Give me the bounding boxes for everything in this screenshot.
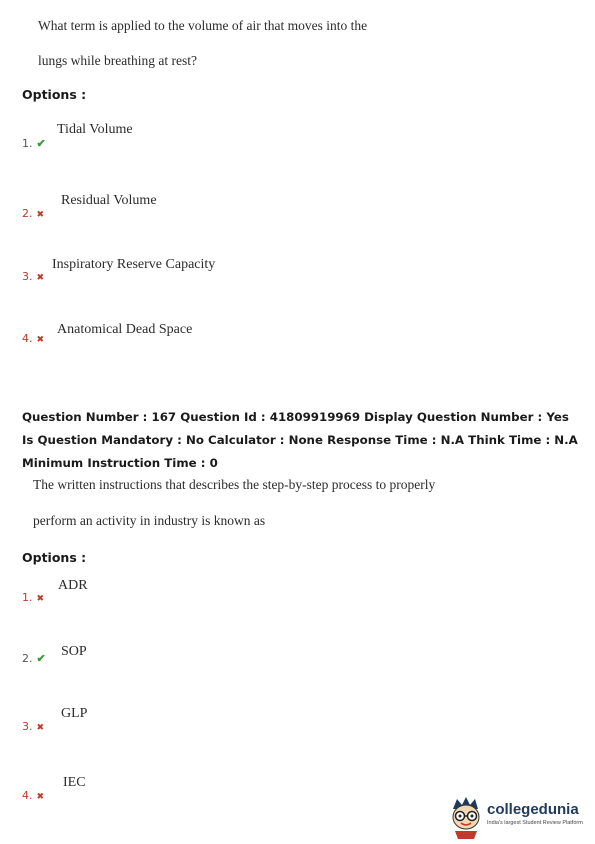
logo-wordmark: collegedunia (487, 801, 579, 818)
q1-text-line-2: lungs while breathing at rest? (38, 53, 197, 68)
q2-option-4-number: 4. (22, 789, 33, 802)
q1-option-1-text: Tidal Volume (57, 122, 133, 137)
q2-option-1-text: ADR (58, 578, 88, 593)
q2-option-4-marker (22, 786, 44, 804)
q2-option-4-text: IEC (63, 775, 86, 790)
cross-icon: ✖ (36, 209, 45, 219)
q1-option-2-number: 2. (22, 207, 33, 220)
q2-text-line-1: The written instructions that describes the step-by-step process to properly (33, 477, 436, 492)
cross-icon: ✖ (36, 791, 45, 801)
q1-option-4-number: 4. (22, 332, 33, 345)
check-icon: ✔ (36, 138, 46, 150)
q1-option-4-marker (22, 329, 44, 347)
q1-text-line-1: What term is applied to the volume of air that moves into the (38, 18, 368, 33)
q2-meta-info: Question Number : 167 Question Id : 41809919969 Display Question Number : Yes Is Question Mandatory : No Calculator : None Response Time : N.A Think Time : N.A Minimum Instruction Time : 0 (22, 410, 578, 470)
q2-option-2-marker (22, 649, 46, 667)
q1-option-3-number: 3. (22, 270, 33, 283)
q1-option-1-marker (22, 134, 46, 152)
q2-options-label: Options : (22, 550, 87, 565)
q1-option-2-marker (22, 204, 44, 222)
q2-option-1-marker (22, 588, 44, 606)
logo-tagline: India's largest Student Review Platform (487, 820, 583, 826)
collegedunia-logo (447, 795, 595, 841)
q2-option-3-marker (22, 717, 44, 735)
q1-option-3-text: Inspiratory Reserve Capacity (52, 257, 216, 272)
q2-option-2-text: SOP (61, 644, 87, 659)
q1-options-label: Options : (22, 87, 87, 102)
q1-option-1-number: 1. (22, 137, 33, 150)
check-icon: ✔ (36, 653, 46, 665)
mascot-icon (447, 795, 485, 839)
q1-option-2-text: Residual Volume (61, 193, 157, 208)
q2-option-3-text: GLP (61, 706, 88, 721)
cross-icon: ✖ (36, 722, 45, 732)
q1-option-4-text: Anatomical Dead Space (57, 322, 193, 337)
q1-option-3-marker (22, 267, 44, 285)
q2-option-2-number: 2. (22, 652, 33, 665)
q2-option-1-number: 1. (22, 591, 33, 604)
cross-icon: ✖ (36, 272, 45, 282)
cross-icon: ✖ (36, 334, 45, 344)
cross-icon: ✖ (36, 593, 45, 603)
q2-option-3-number: 3. (22, 720, 33, 733)
q2-text-line-2: perform an activity in industry is known as (33, 513, 266, 528)
